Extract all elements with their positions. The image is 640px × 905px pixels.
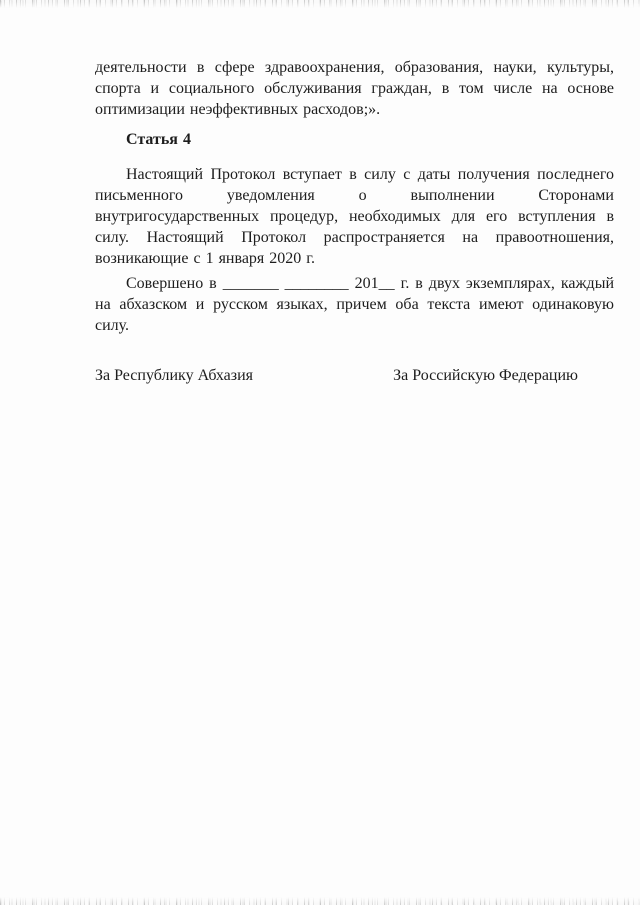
signature-row: [95, 365, 614, 386]
signature-right-party: За Российскую Федерацию: [393, 367, 578, 384]
article-body-paragraph: Настоящий Протокол вступает в силу с даты получения последнего письменного уведомления о выполнении Сторонами внутригосударственных процедур, необходимых для его вступления в силу. Настоящий Протокол распространяется на правоотношения, возникающие с 1 января 2020 г.: [95, 166, 614, 267]
article-heading: Статья 4: [126, 131, 191, 148]
scan-artifact-top-edge: [0, 0, 640, 8]
document-content: [95, 57, 614, 386]
scan-artifact-bottom-edge: [0, 897, 640, 905]
execution-clause-paragraph: Совершено в _______ ________ 201__ г. в двух экземплярах, каждый на абхазском и русском языках, причем оба текста имеют одинаковую силу.: [95, 275, 614, 334]
signature-left-party: За Республику Абхазия: [95, 367, 253, 384]
continuation-paragraph: деятельности в сфере здравоохранения, образования, науки, культуры, спорта и социального обслуживания граждан, в том числе на основе оптимизации неэффективных расходов;».: [95, 59, 614, 118]
